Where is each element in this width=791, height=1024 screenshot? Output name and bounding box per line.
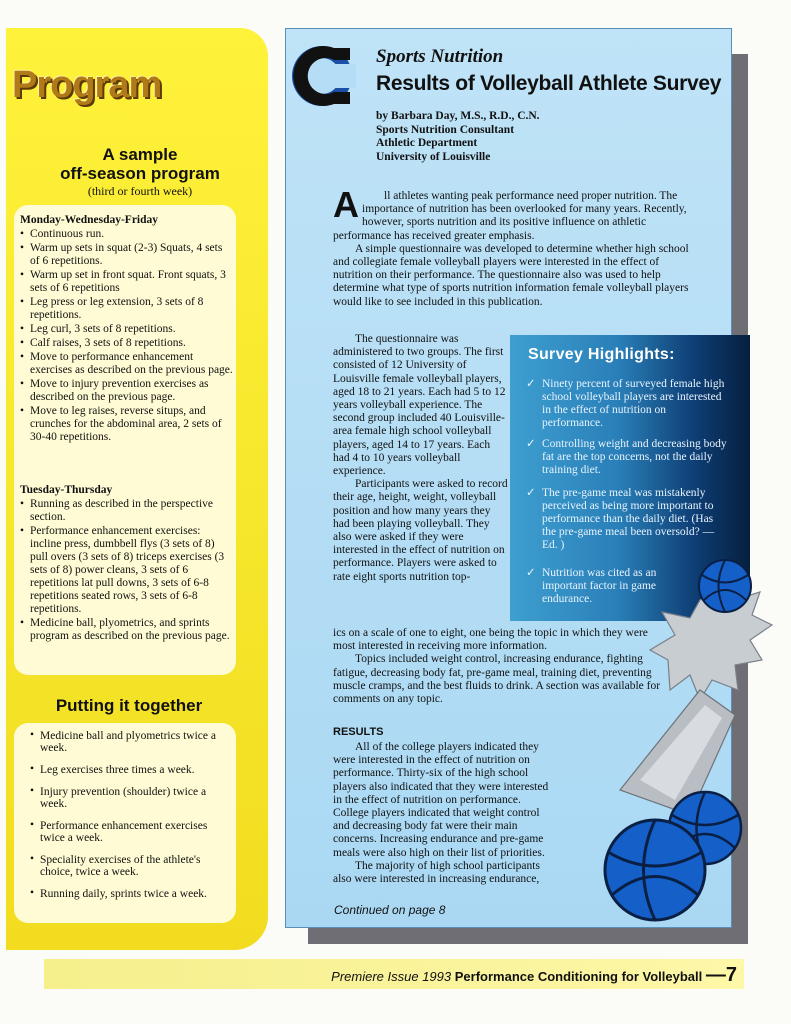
page-footer <box>331 964 737 987</box>
drop-cap: A <box>333 184 359 225</box>
footer-publication: Performance Conditioning for Volleyball <box>454 969 703 984</box>
checkmark-icon: ✓ <box>526 438 536 450</box>
paragraph-6: All of the college players indicated they were interested in the effect of nutrition on performance. Thirty-six of the high school players also indicated that they were interested in the effect of nutrition on performance. College players indicated that weight control and decreasing body fat were their main concerns. Increasing endurance and pre-game meals were also high on their list of priorities. <box>333 741 549 859</box>
sample-title-line-1: A sample <box>102 145 178 164</box>
sample-title-line-2: off-season program <box>60 164 220 183</box>
mwf-heading: Monday-Wednesday-Friday <box>20 214 159 226</box>
list-item: • Warm up sets in squat (2-3) Squats, 4 sets of 6 repetitions. <box>20 242 234 268</box>
list-item: • Running daily, sprints twice a week. <box>30 888 230 900</box>
byline-dept: Athletic Department <box>376 137 478 149</box>
list-item: • Medicine ball, plyometrics, and sprints program as described on the previous page. <box>20 617 234 643</box>
article-headline: Results of Volleyball Athlete Survey <box>376 72 722 95</box>
list-item: • Move to leg raises, reverse situps, and crunches for the abdominal area, 2 sets of 30-40 repetitions. <box>20 405 234 444</box>
list-item: • Performance enhancement exercises: incline press, dumbbell flys (3 sets of 8) pull overs (3 sets of 8) triceps exercises (3 sets of 8) power cleans, 3 sets of 6 repetitions lat pull downs, 3 sets of 6-8 repetitions seated rows, 3 sets of 6-8 repetitions. <box>20 525 234 616</box>
list-item: • Speciality exercises of the athlete's choice, twice a week. <box>30 854 230 878</box>
list-item: • Warm up set in front squat. Front squats, 3 sets of 6 repetitions <box>20 269 234 295</box>
program-title: Program <box>12 64 162 106</box>
checkmark-icon: ✓ <box>526 567 536 579</box>
paragraph-5: Topics included weight control, increasing endurance, fighting fatigue, decreasing body fat, pre-game meal, training diet, preventing muscle cramps, and the best fluids to drink. A section was available for comments on any topic. <box>333 653 661 706</box>
list-item: • Injury prevention (shoulder) twice a week. <box>30 786 230 810</box>
list-item: • Leg press or leg extension, 3 sets of 8 repetitions. <box>20 296 234 322</box>
paragraph-4-cont: ics on a scale of one to eight, one being the topic in which they were most interested in receiving more information. <box>333 627 648 653</box>
column-kicker: Sports Nutrition <box>376 46 504 67</box>
checkmark-icon: ✓ <box>526 378 536 390</box>
list-item: • Continuous run. <box>20 228 234 241</box>
survey-highlights-title: Survey Highlights: <box>528 346 675 363</box>
highlight-text: Ninety percent of surveyed female high school volleyball players are interested in the effect of nutrition on performance. <box>542 378 725 429</box>
list-item: • Running as described in the perspective section. <box>20 498 234 524</box>
page-number: 7 <box>725 964 737 986</box>
list-item: • Leg exercises three times a week. <box>30 764 230 776</box>
paragraph-4: Participants were asked to record their age, height, weight, volleyball position and how many years they had been playing volleyball. They also were asked if they were interested in the effect of nutrition on performance. Players were asked to rate eight sports nutrition top- <box>333 478 508 583</box>
list-item: • Move to injury prevention exercises as described on the previous page. <box>20 378 234 404</box>
volleyball-icon <box>699 560 751 612</box>
tt-heading: Tuesday-Thursday <box>20 484 113 496</box>
footer-issue: Premiere Issue 1993 <box>331 969 452 984</box>
highlight-text: Nutrition was cited as an important factor in game endurance. <box>542 567 657 605</box>
continued-note: Continued on page 8 <box>334 903 446 917</box>
checkmark-icon: ✓ <box>526 487 536 499</box>
paragraph-3: The questionnaire was administered to two groups. The first consisted of 12 University of Louisville female volleyball players, aged 18 to 21 years. Each had 5 to 12 years volleyball experience. The second group included 40 Louisville-area female high school volleyball players, aged 14 to 17 years. Each had 4 to 10 years volleyball experience. <box>333 333 506 478</box>
paragraph-7: The majority of high school participants also were interested in increasing endurance, <box>333 859 540 886</box>
footer-dash: — <box>705 964 726 986</box>
highlight-text: The pre-game meal was mistakenly perceived as being more important to performance than the daily diet. (Has the pre-game meal been oversold? —Ed. ) <box>542 487 715 551</box>
list-item: • Move to performance enhancement exercises as described on the previous page. <box>20 351 234 377</box>
byline-org: University of Louisville <box>376 150 491 163</box>
putting-it-together-title: Putting it together <box>55 696 203 715</box>
byline-title: Sports Nutrition Consultant <box>376 123 515 136</box>
paragraph-1: ll athletes wanting peak performance need proper nutrition. The importance of nutrition has been overlooked for many years. Recently, however, sports nutrition and its positive influence on athletic performance has received greater emphasis. <box>333 190 687 242</box>
list-item: • Leg curl, 3 sets of 8 repetitions. <box>20 323 234 336</box>
highlight-text: Controlling weight and decreasing body fat are the top concerns, not the daily training diet. <box>542 438 727 476</box>
volleyball-icon <box>605 820 705 920</box>
byline-author: by Barbara Day, M.S., R.D., C.N. <box>376 110 540 122</box>
list-item: • Performance enhancement exercises twice a week. <box>30 820 230 844</box>
results-heading: RESULTS <box>333 726 384 738</box>
paragraph-2: A simple questionnaire was developed to determine whether high school and collegiate female volleyball players were interested in the effect of nutrition on their performance. The questionnaire also was used to help determine what type of sports nutrition information female volleyball players would like to see included in this publication. <box>333 242 689 308</box>
list-item: • Calf raises, 3 sets of 8 repetitions. <box>20 337 234 350</box>
list-item: • Medicine ball and plyometrics twice a week. <box>30 730 230 754</box>
sample-program-subtitle: (third or fourth week) <box>87 184 193 198</box>
